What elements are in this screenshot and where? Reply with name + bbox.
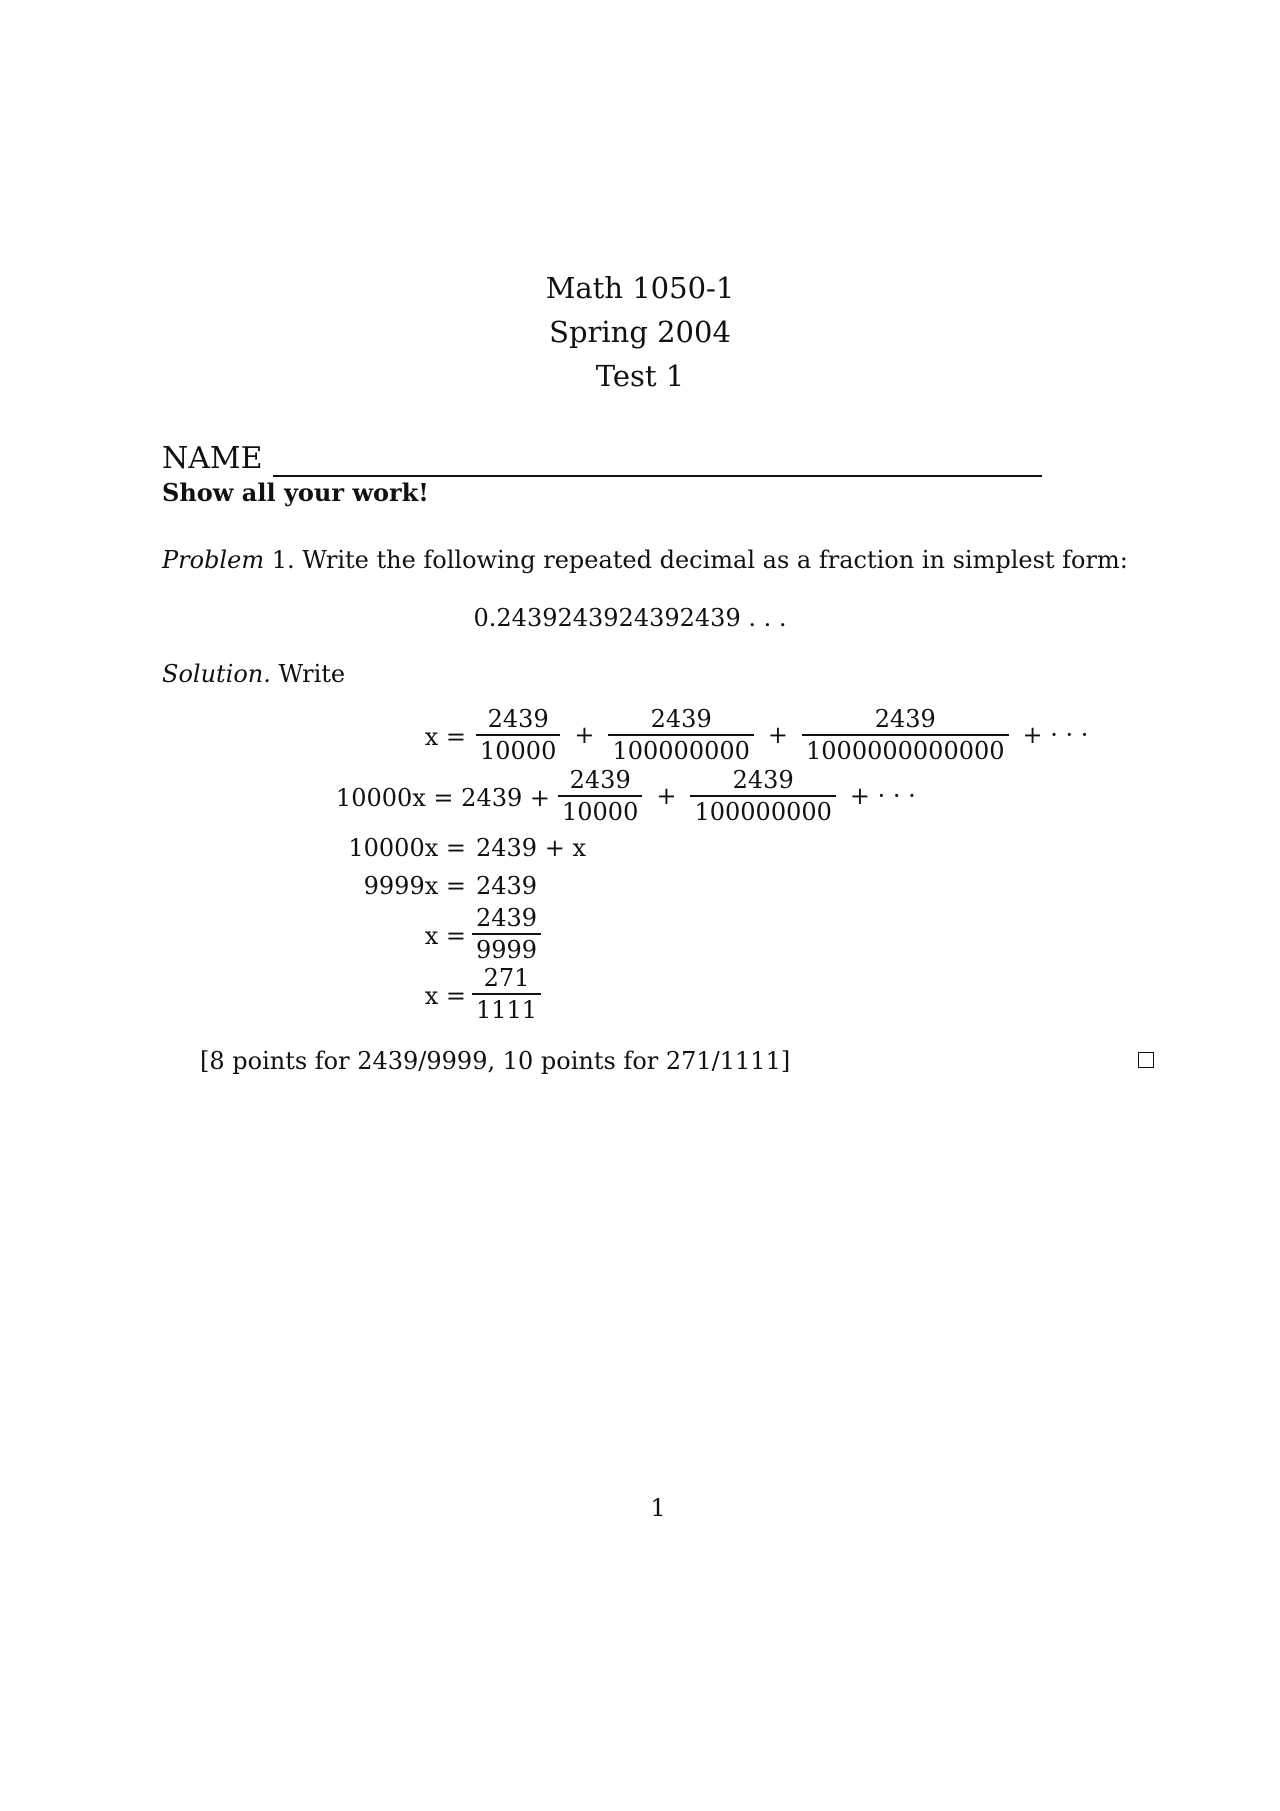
eq4-lhs: 9999x = (363, 872, 466, 900)
repeating-decimal: 0.2439243924392439 . . . (473, 604, 787, 632)
eq2-fraction-2 (690, 765, 835, 827)
eq2-f2-numerator: 2439 (732, 766, 794, 794)
eq1-f3-numerator: 2439 (874, 705, 936, 733)
qed-square-icon (1138, 1052, 1154, 1068)
eq5-numerator: 2439 (476, 904, 538, 932)
plus-sign: + (574, 721, 595, 749)
problem-statement (162, 546, 1128, 574)
eq2-f1-numerator: 2439 (569, 766, 631, 794)
eq2-rhs (552, 765, 924, 827)
eq5-lhs: x = (424, 922, 466, 950)
problem-text: Write the following repeated decimal as a fraction in simplest form: (302, 546, 1128, 574)
plus-sign: + (656, 782, 677, 810)
solution-label: Solution. (162, 660, 271, 688)
eq1-rhs (470, 704, 1096, 766)
eq1-lhs: x = (424, 723, 466, 751)
name-row (162, 441, 1042, 477)
name-blank-line (273, 443, 1042, 477)
eq3-rhs: 2439 + x (476, 834, 586, 862)
instruction-text: Show all your work! (162, 478, 429, 507)
eq1-tail: + · · · (1022, 721, 1089, 749)
name-label: NAME (162, 441, 263, 476)
problem-label: Problem (162, 546, 265, 574)
eq1-fraction-1 (476, 704, 560, 766)
eq1-fraction-2 (608, 704, 753, 766)
test-title: Test 1 (595, 359, 685, 393)
eq2-tail: + · · · (849, 782, 916, 810)
grading-note: [8 points for 2439/9999, 10 points for 271/1111] (200, 1047, 791, 1075)
eq6-fraction (472, 963, 541, 1025)
eq2-fraction-1 (558, 765, 642, 827)
eq6-denominator: 1111 (472, 993, 541, 1025)
eq1-f2-numerator: 2439 (650, 705, 712, 733)
plus-sign: + (767, 721, 789, 749)
eq3-lhs: 10000x = (348, 834, 466, 862)
problem-number: 1. (271, 546, 295, 574)
eq6-numerator: 271 (483, 964, 530, 992)
eq5-rhs (466, 903, 547, 965)
eq4-rhs: 2439 (476, 872, 538, 900)
solution-intro (162, 660, 345, 688)
eq2-lhs: 10000x = 2439 + (335, 784, 550, 812)
eq1-f1-numerator: 2439 (487, 705, 549, 733)
solution-text: Write (278, 660, 346, 688)
eq1-fraction-3 (802, 704, 1009, 766)
eq1-f1-denominator: 10000 (476, 734, 560, 766)
eq5-fraction (472, 903, 541, 965)
term-title: Spring 2004 (549, 315, 731, 349)
page-number: 1 (650, 1494, 666, 1522)
eq6-lhs: x = (424, 982, 466, 1010)
eq1-f3-denominator: 1000000000000 (802, 734, 1009, 766)
eq6-rhs (466, 963, 547, 1025)
eq1-f2-denominator: 100000000 (608, 734, 753, 766)
eq2-f2-denominator: 100000000 (690, 795, 835, 827)
eq2-f1-denominator: 10000 (558, 795, 642, 827)
eq5-denominator: 9999 (472, 933, 541, 965)
course-title: Math 1050-1 (545, 271, 735, 305)
